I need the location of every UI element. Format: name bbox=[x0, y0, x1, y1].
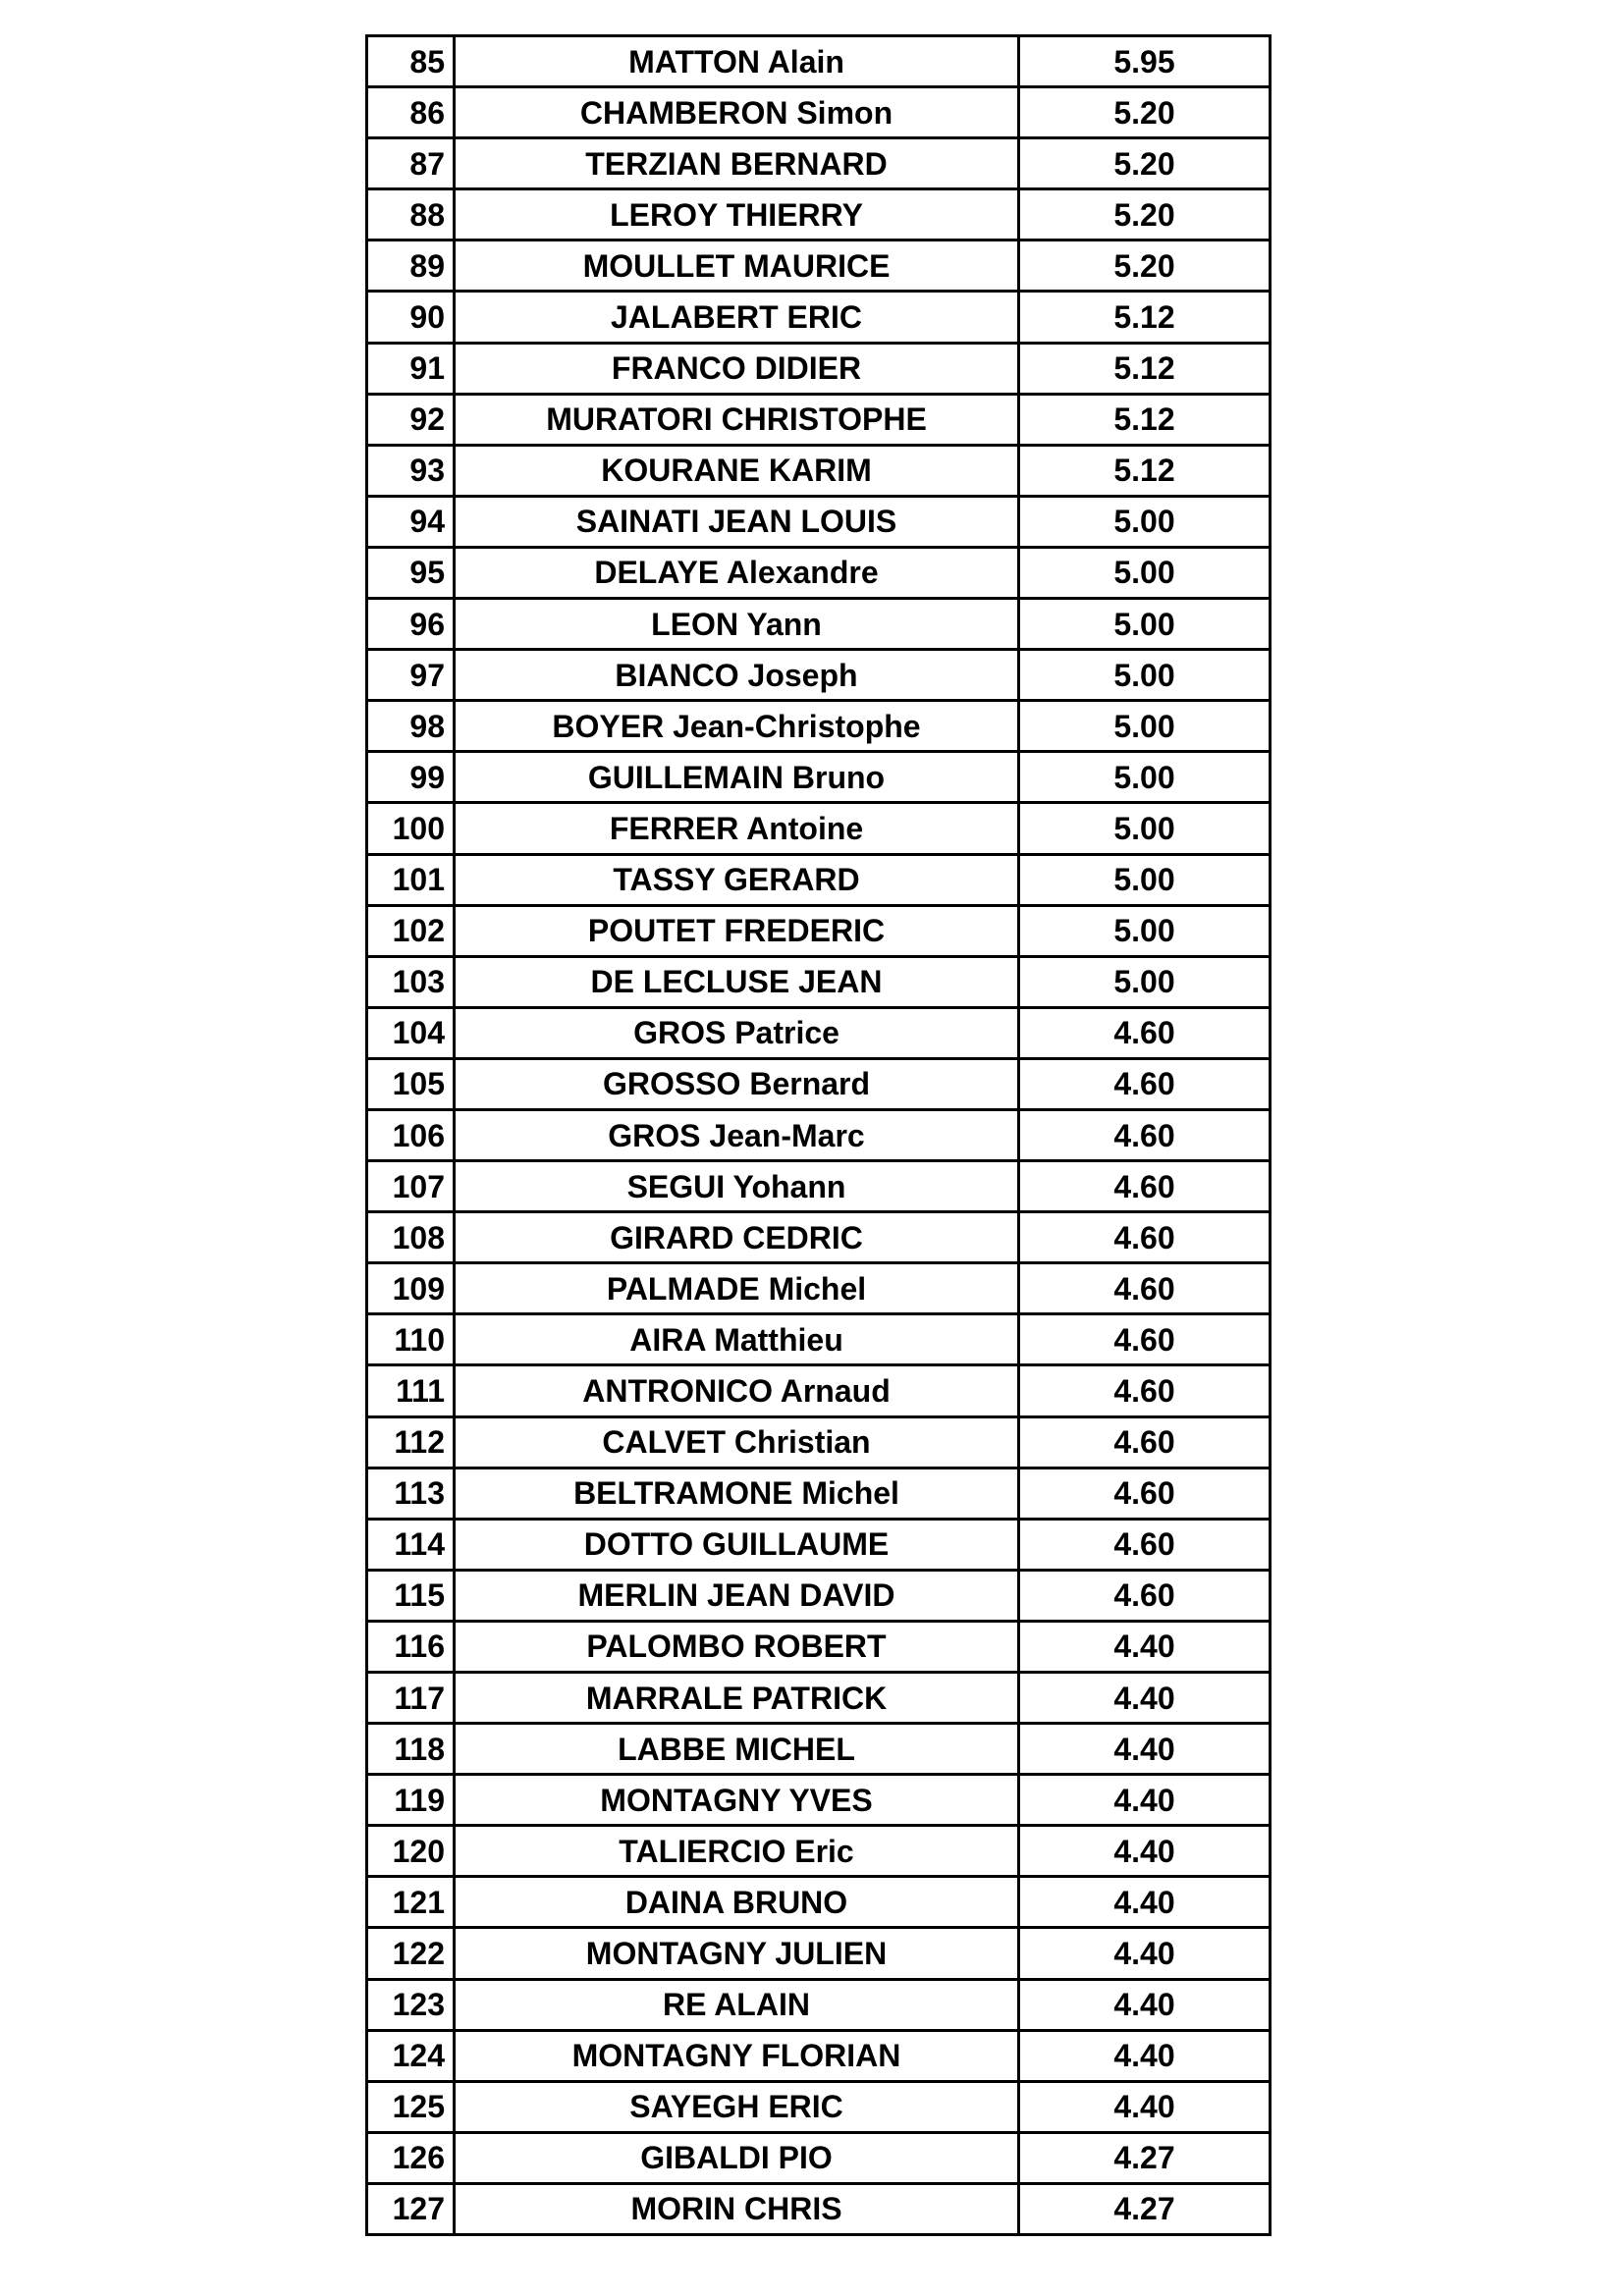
score-cell: 4.40 bbox=[1019, 1673, 1271, 1724]
score-cell: 4.60 bbox=[1019, 1416, 1271, 1468]
score-cell: 5.20 bbox=[1019, 240, 1271, 292]
score-cell: 4.60 bbox=[1019, 1468, 1271, 1519]
player-name-cell: GIBALDI PIO bbox=[455, 2132, 1019, 2183]
rank-cell: 108 bbox=[367, 1212, 455, 1263]
score-cell: 4.40 bbox=[1019, 1979, 1271, 2030]
rank-cell: 101 bbox=[367, 854, 455, 905]
rank-cell: 120 bbox=[367, 1826, 455, 1877]
player-name-cell: CALVET Christian bbox=[455, 1416, 1019, 1468]
table-row bbox=[367, 445, 1271, 496]
player-name-cell: FRANCO DIDIER bbox=[455, 343, 1019, 394]
player-name-cell: CHAMBERON Simon bbox=[455, 87, 1019, 138]
rank-cell: 104 bbox=[367, 1007, 455, 1058]
player-name-cell: MORIN CHRIS bbox=[455, 2183, 1019, 2234]
player-name-cell: BOYER Jean-Christophe bbox=[455, 701, 1019, 752]
player-name-cell: POUTET FREDERIC bbox=[455, 905, 1019, 956]
rank-cell: 121 bbox=[367, 1877, 455, 1928]
player-name-cell: ANTRONICO Arnaud bbox=[455, 1365, 1019, 1416]
player-name-cell: DAINA BRUNO bbox=[455, 1877, 1019, 1928]
player-name-cell: DOTTO GUILLAUME bbox=[455, 1519, 1019, 1570]
score-cell: 5.00 bbox=[1019, 956, 1271, 1007]
rank-cell: 111 bbox=[367, 1365, 455, 1416]
table-row bbox=[367, 394, 1271, 445]
table-row bbox=[367, 1109, 1271, 1160]
rank-cell: 95 bbox=[367, 547, 455, 598]
score-cell: 4.60 bbox=[1019, 1365, 1271, 1416]
table-row bbox=[367, 1826, 1271, 1877]
score-cell: 4.40 bbox=[1019, 1724, 1271, 1775]
rank-cell: 117 bbox=[367, 1673, 455, 1724]
table-row bbox=[367, 1775, 1271, 1826]
score-cell: 4.60 bbox=[1019, 1570, 1271, 1621]
score-cell: 4.40 bbox=[1019, 2030, 1271, 2081]
table-row bbox=[367, 803, 1271, 854]
score-cell: 4.27 bbox=[1019, 2183, 1271, 2234]
score-cell: 4.60 bbox=[1019, 1109, 1271, 1160]
player-name-cell: GROSSO Bernard bbox=[455, 1058, 1019, 1109]
ranking-table-body bbox=[367, 36, 1271, 2235]
score-cell: 5.12 bbox=[1019, 445, 1271, 496]
table-row bbox=[367, 292, 1271, 343]
rank-cell: 85 bbox=[367, 36, 455, 87]
table-row bbox=[367, 701, 1271, 752]
rank-cell: 100 bbox=[367, 803, 455, 854]
table-row bbox=[367, 189, 1271, 240]
rank-cell: 94 bbox=[367, 496, 455, 547]
rank-cell: 86 bbox=[367, 87, 455, 138]
rank-cell: 96 bbox=[367, 599, 455, 650]
table-row bbox=[367, 752, 1271, 803]
rank-cell: 91 bbox=[367, 343, 455, 394]
score-cell: 5.00 bbox=[1019, 496, 1271, 547]
table-row bbox=[367, 138, 1271, 189]
table-row bbox=[367, 1621, 1271, 1672]
player-name-cell: SAYEGH ERIC bbox=[455, 2081, 1019, 2132]
table-row bbox=[367, 1519, 1271, 1570]
rank-cell: 110 bbox=[367, 1314, 455, 1365]
player-name-cell: GUILLEMAIN Bruno bbox=[455, 752, 1019, 803]
rank-cell: 118 bbox=[367, 1724, 455, 1775]
rank-cell: 109 bbox=[367, 1263, 455, 1314]
score-cell: 4.60 bbox=[1019, 1212, 1271, 1263]
score-cell: 5.00 bbox=[1019, 547, 1271, 598]
score-cell: 5.12 bbox=[1019, 394, 1271, 445]
rank-cell: 87 bbox=[367, 138, 455, 189]
rank-cell: 103 bbox=[367, 956, 455, 1007]
player-name-cell: JALABERT ERIC bbox=[455, 292, 1019, 343]
table-row bbox=[367, 1724, 1271, 1775]
table-row bbox=[367, 905, 1271, 956]
score-cell: 4.40 bbox=[1019, 1877, 1271, 1928]
score-cell: 4.60 bbox=[1019, 1007, 1271, 1058]
player-name-cell: MOULLET MAURICE bbox=[455, 240, 1019, 292]
rank-cell: 122 bbox=[367, 1928, 455, 1979]
table-row bbox=[367, 2081, 1271, 2132]
table-row bbox=[367, 36, 1271, 87]
table-row bbox=[367, 547, 1271, 598]
player-name-cell: RE ALAIN bbox=[455, 1979, 1019, 2030]
player-name-cell: BIANCO Joseph bbox=[455, 650, 1019, 701]
score-cell: 5.00 bbox=[1019, 803, 1271, 854]
table-row bbox=[367, 599, 1271, 650]
player-name-cell: MURATORI CHRISTOPHE bbox=[455, 394, 1019, 445]
player-name-cell: FERRER Antoine bbox=[455, 803, 1019, 854]
rank-cell: 99 bbox=[367, 752, 455, 803]
score-cell: 4.60 bbox=[1019, 1161, 1271, 1212]
ranking-table bbox=[365, 34, 1272, 2236]
table-row bbox=[367, 1161, 1271, 1212]
score-cell: 5.00 bbox=[1019, 752, 1271, 803]
score-cell: 5.20 bbox=[1019, 138, 1271, 189]
score-cell: 5.95 bbox=[1019, 36, 1271, 87]
table-row bbox=[367, 240, 1271, 292]
score-cell: 4.60 bbox=[1019, 1314, 1271, 1365]
rank-cell: 125 bbox=[367, 2081, 455, 2132]
rank-cell: 124 bbox=[367, 2030, 455, 2081]
table-row bbox=[367, 1468, 1271, 1519]
player-name-cell: TERZIAN BERNARD bbox=[455, 138, 1019, 189]
score-cell: 5.20 bbox=[1019, 87, 1271, 138]
score-cell: 4.40 bbox=[1019, 1826, 1271, 1877]
table-row bbox=[367, 2132, 1271, 2183]
score-cell: 5.00 bbox=[1019, 701, 1271, 752]
table-row bbox=[367, 343, 1271, 394]
table-row bbox=[367, 1058, 1271, 1109]
score-cell: 4.60 bbox=[1019, 1263, 1271, 1314]
score-cell: 5.12 bbox=[1019, 292, 1271, 343]
rank-cell: 116 bbox=[367, 1621, 455, 1672]
table-row bbox=[367, 956, 1271, 1007]
player-name-cell: LEON Yann bbox=[455, 599, 1019, 650]
rank-cell: 119 bbox=[367, 1775, 455, 1826]
rank-cell: 88 bbox=[367, 189, 455, 240]
score-cell: 4.60 bbox=[1019, 1519, 1271, 1570]
rank-cell: 107 bbox=[367, 1161, 455, 1212]
rank-cell: 106 bbox=[367, 1109, 455, 1160]
player-name-cell: SAINATI JEAN LOUIS bbox=[455, 496, 1019, 547]
table-row bbox=[367, 1979, 1271, 2030]
score-cell: 5.00 bbox=[1019, 854, 1271, 905]
player-name-cell: PALOMBO ROBERT bbox=[455, 1621, 1019, 1672]
player-name-cell: MONTAGNY FLORIAN bbox=[455, 2030, 1019, 2081]
player-name-cell: MONTAGNY JULIEN bbox=[455, 1928, 1019, 1979]
rank-cell: 93 bbox=[367, 445, 455, 496]
player-name-cell: MARRALE PATRICK bbox=[455, 1673, 1019, 1724]
player-name-cell: SEGUI Yohann bbox=[455, 1161, 1019, 1212]
rank-cell: 112 bbox=[367, 1416, 455, 1468]
score-cell: 5.12 bbox=[1019, 343, 1271, 394]
player-name-cell: DE LECLUSE JEAN bbox=[455, 956, 1019, 1007]
player-name-cell: GIRARD CEDRIC bbox=[455, 1212, 1019, 1263]
rank-cell: 92 bbox=[367, 394, 455, 445]
score-cell: 4.40 bbox=[1019, 1621, 1271, 1672]
player-name-cell: GROS Patrice bbox=[455, 1007, 1019, 1058]
table-row bbox=[367, 854, 1271, 905]
score-cell: 4.60 bbox=[1019, 1058, 1271, 1109]
player-name-cell: DELAYE Alexandre bbox=[455, 547, 1019, 598]
table-row bbox=[367, 1877, 1271, 1928]
player-name-cell: TALIERCIO Eric bbox=[455, 1826, 1019, 1877]
score-cell: 5.00 bbox=[1019, 650, 1271, 701]
player-name-cell: GROS Jean-Marc bbox=[455, 1109, 1019, 1160]
player-name-cell: MERLIN JEAN DAVID bbox=[455, 1570, 1019, 1621]
rank-cell: 102 bbox=[367, 905, 455, 956]
rank-cell: 126 bbox=[367, 2132, 455, 2183]
score-cell: 4.40 bbox=[1019, 1775, 1271, 1826]
table-row bbox=[367, 2183, 1271, 2234]
table-row bbox=[367, 1673, 1271, 1724]
rank-cell: 105 bbox=[367, 1058, 455, 1109]
player-name-cell: KOURANE KARIM bbox=[455, 445, 1019, 496]
table-row bbox=[367, 87, 1271, 138]
rank-cell: 98 bbox=[367, 701, 455, 752]
rank-cell: 123 bbox=[367, 1979, 455, 2030]
score-cell: 5.20 bbox=[1019, 189, 1271, 240]
rank-cell: 90 bbox=[367, 292, 455, 343]
player-name-cell: MONTAGNY YVES bbox=[455, 1775, 1019, 1826]
table-row bbox=[367, 650, 1271, 701]
player-name-cell: LABBE MICHEL bbox=[455, 1724, 1019, 1775]
score-cell: 5.00 bbox=[1019, 905, 1271, 956]
table-row bbox=[367, 1007, 1271, 1058]
player-name-cell: MATTON Alain bbox=[455, 36, 1019, 87]
table-row bbox=[367, 1314, 1271, 1365]
table-row bbox=[367, 1365, 1271, 1416]
table-row bbox=[367, 496, 1271, 547]
rank-cell: 89 bbox=[367, 240, 455, 292]
table-row bbox=[367, 1416, 1271, 1468]
score-cell: 4.40 bbox=[1019, 1928, 1271, 1979]
table-row bbox=[367, 1928, 1271, 1979]
table-row bbox=[367, 1212, 1271, 1263]
score-cell: 4.40 bbox=[1019, 2081, 1271, 2132]
player-name-cell: AIRA Matthieu bbox=[455, 1314, 1019, 1365]
rank-cell: 127 bbox=[367, 2183, 455, 2234]
rank-cell: 115 bbox=[367, 1570, 455, 1621]
rank-cell: 97 bbox=[367, 650, 455, 701]
table-row bbox=[367, 1570, 1271, 1621]
score-cell: 5.00 bbox=[1019, 599, 1271, 650]
rank-cell: 114 bbox=[367, 1519, 455, 1570]
player-name-cell: TASSY GERARD bbox=[455, 854, 1019, 905]
rank-cell: 113 bbox=[367, 1468, 455, 1519]
player-name-cell: BELTRAMONE Michel bbox=[455, 1468, 1019, 1519]
player-name-cell: LEROY THIERRY bbox=[455, 189, 1019, 240]
table-row bbox=[367, 2030, 1271, 2081]
player-name-cell: PALMADE Michel bbox=[455, 1263, 1019, 1314]
score-cell: 4.27 bbox=[1019, 2132, 1271, 2183]
table-row bbox=[367, 1263, 1271, 1314]
